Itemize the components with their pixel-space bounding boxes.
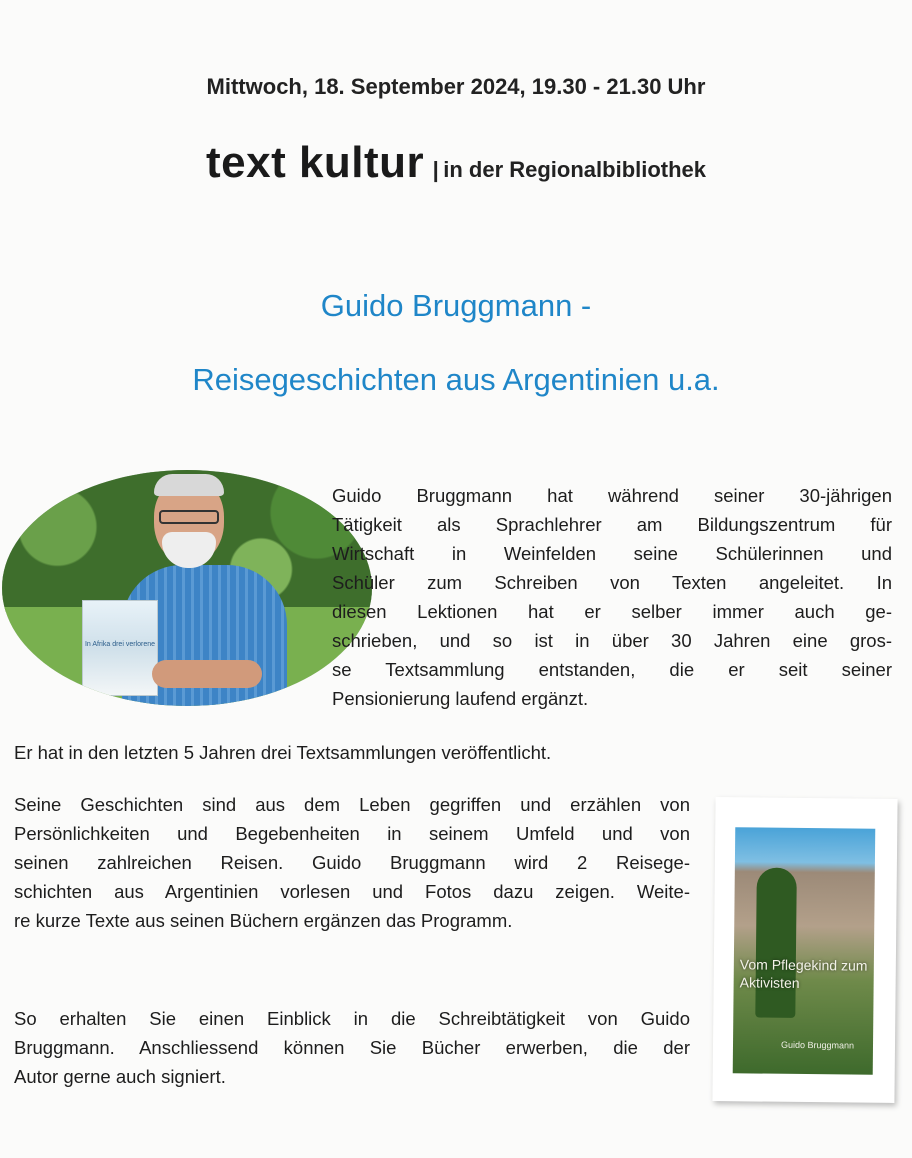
series-venue: in der Regionalbibliothek: [443, 157, 707, 182]
author-hair: [154, 474, 224, 496]
event-title-line-2: Reisegeschichten aus Argentinien u.a.: [192, 362, 720, 397]
intro-paragraph: [332, 481, 892, 713]
stories-line: seinen zahlreichen Reisen. Guido Bruggmann wird 2 Reisege-: [14, 852, 690, 873]
publications-paragraph: [14, 738, 674, 767]
book-cover-tree: [755, 867, 797, 1017]
author-hands: [152, 660, 262, 688]
intro-line: Guido Bruggmann hat während seiner 30-jährigen: [332, 485, 892, 506]
book-cover-title: Vom Pflegekind zum Aktivisten: [739, 956, 868, 991]
book-cover: [733, 827, 876, 1074]
series-separator: |: [432, 157, 439, 182]
closing-line: Bruggmann. Anschliessend können Sie Bücher erwerben, die der: [14, 1037, 690, 1058]
intro-line: Pensionierung laufend ergänzt.: [332, 688, 589, 709]
series-name: text kultur: [205, 138, 425, 187]
author-glasses: [159, 510, 219, 524]
intro-line: schrieben, und so ist in über 30 Jahren eine gros-: [332, 630, 892, 651]
closing-paragraph: [14, 1004, 690, 1091]
event-date-time: Mittwoch, 18. September 2024, 19.30 - 21.30 Uhr: [206, 74, 706, 99]
author-portrait-photo: [2, 470, 372, 706]
intro-line: Tätigkeit als Sprachlehrer am Bildungszentrum für: [332, 514, 892, 535]
publications-line: Er hat in den letzten 5 Jahren drei Textsammlungen veröffentlicht.: [14, 742, 552, 763]
closing-line: Autor gerne auch signiert.: [14, 1066, 226, 1087]
intro-line: Schüler zum Schreiben von Texten angeleitet. In: [332, 572, 892, 593]
stories-paragraph: [14, 790, 690, 935]
stories-line: schichten aus Argentinien vorlesen und Fotos dazu zeigen. Weite-: [14, 881, 690, 902]
intro-line: Wirtschaft in Weinfelden seine Schülerinnen und: [332, 543, 892, 564]
closing-line: So erhalten Sie einen Einblick in die Schreibtätigkeit von Guido: [14, 1008, 690, 1029]
series-heading: [0, 138, 912, 188]
stories-line: Seine Geschichten sind aus dem Leben gegriffen und erzählen von: [14, 794, 690, 815]
book-cover-author: Guido Bruggmann: [780, 1039, 855, 1051]
intro-line: diesen Lektionen hat er selber immer auch ge-: [332, 601, 892, 622]
stories-line: re kurze Texte aus seinen Büchern ergänzen das Programm.: [14, 910, 513, 931]
held-book: In Afrika drei verlorene: [82, 600, 158, 696]
stories-line: Persönlichkeiten und Begebenheiten in seinem Umfeld und von: [14, 823, 690, 844]
book-cover-image: [712, 797, 897, 1103]
intro-line: se Textsammlung entstanden, die er seit seiner: [332, 659, 892, 680]
event-title-line-1: Guido Bruggmann -: [320, 288, 592, 323]
